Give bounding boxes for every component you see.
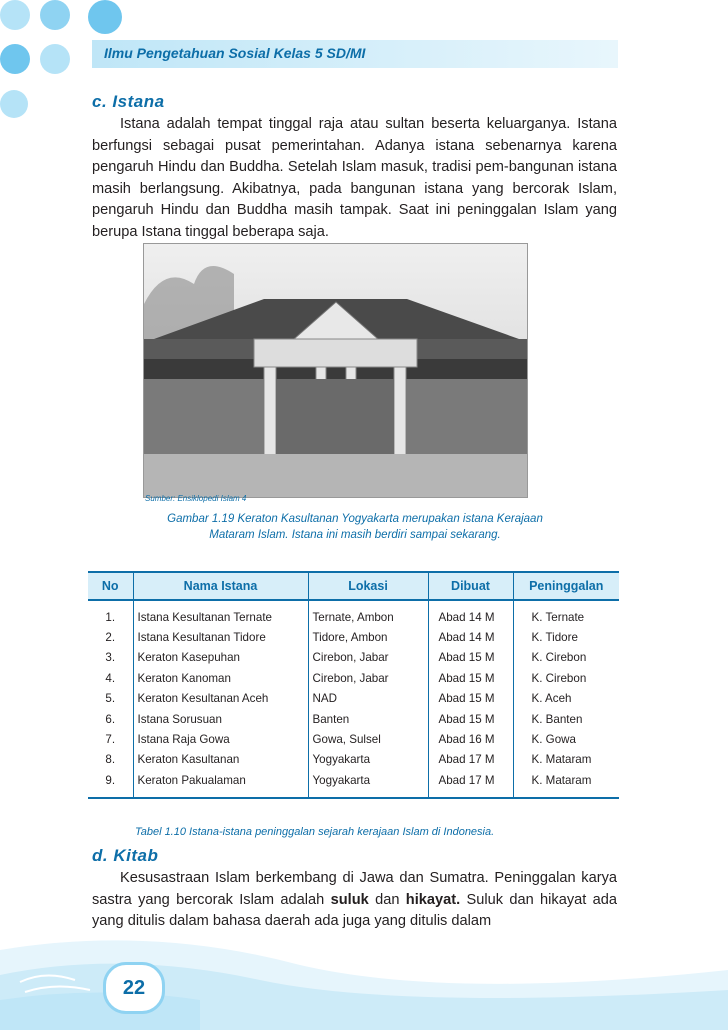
decor-dot (40, 44, 70, 74)
table-row (88, 709, 619, 729)
cell-lokasi: Cirebon, Jabar (308, 648, 428, 668)
cell-peninggalan: K. Gowa (513, 729, 619, 749)
section-d-paragraph (92, 868, 617, 933)
figure-caption (140, 511, 570, 543)
cell-dibuat: Abad 14 M (428, 600, 513, 627)
section-c-text: Istana adalah tempat tinggal raja atau sultan beserta keluarganya. Istana berfungsi sebagai pusat pemerintahan. Adanya istana sebenarnya karena pengaruh Hindu dan Buddha. Setelah Islam masuk, tradisi pem-bangunan istana masih berlangsung. Akibatnya, pada bangunan istana yang bercorak Islam, pengaruh Hindu dan Buddha masih tampak. Saat ini peninggalan Islam yang berupa Istana tinggal beberapa saja. (92, 116, 617, 240)
cell-nama-istana: Keraton Kasultanan (133, 750, 308, 770)
section-d-title: d. Kitab (92, 846, 159, 865)
cell-nama-istana: Keraton Kanoman (133, 668, 308, 688)
table-header-row (88, 572, 619, 600)
keraton-illustration (144, 244, 527, 497)
keraton-photo (143, 243, 528, 498)
page-number: 22 (103, 962, 165, 1014)
cell-peninggalan: K. Aceh (513, 689, 619, 709)
cell-no: 4. (105, 671, 116, 685)
table-row (88, 729, 619, 749)
section-c-title: c. Istana (92, 92, 165, 111)
section-d-text-3: Suluk dan hikayat ada yang ditulis dalam bahasa daerah ada juga yang ditulis dalam (92, 891, 617, 929)
cell-lokasi: Tidore, Ambon (308, 627, 428, 647)
cell-lokasi: NAD (308, 689, 428, 709)
cell-no: 2. (105, 631, 116, 645)
decor-dot (0, 44, 30, 74)
cell-lokasi: Ternate, Ambon (308, 600, 428, 627)
cell-nama-istana: Keraton Kasepuhan (133, 648, 308, 668)
table-row (88, 668, 619, 688)
header-title: Ilmu Pengetahuan Sosial Kelas 5 SD/MI (104, 45, 366, 61)
header-no: No (88, 572, 133, 600)
table-row (88, 689, 619, 709)
decor-dot (0, 0, 30, 30)
figure-caption-line2: Mataram Islam. Istana ini masih berdiri sampai sekarang. (209, 529, 501, 541)
cell-peninggalan: K. Mataram (513, 770, 619, 797)
cell-no: 9. (88, 770, 133, 797)
cell-lokasi: Banten (308, 709, 428, 729)
term-hikayat: hikayat. (405, 891, 461, 908)
cell-dibuat: Abad 17 M (428, 770, 513, 797)
decor-dot (40, 0, 70, 30)
cell-no: 5. (105, 692, 116, 706)
cell-nama-istana: Keraton Kesultanan Aceh (133, 689, 308, 709)
cell-dibuat: Abad 14 M (428, 627, 513, 647)
figure-caption-line1: Gambar 1.19 Keraton Kasultanan Yogyakarta merupakan istana Kerajaan (167, 513, 543, 525)
cell-no: 7. (105, 733, 116, 747)
header-lokasi: Lokasi (308, 572, 428, 600)
cell-lokasi: Yogyakarta (308, 770, 428, 797)
section-d-text-2: dan (368, 891, 406, 908)
cell-dibuat: Abad 15 M (428, 689, 513, 709)
cell-peninggalan: K. Mataram (513, 750, 619, 770)
term-suluk: suluk (330, 891, 369, 908)
table-row (88, 750, 619, 770)
cell-nama-istana: Istana Kesultanan Ternate (133, 600, 308, 627)
cell-no: 3. (105, 651, 116, 665)
istana-table (88, 571, 619, 799)
cell-no: 6. (105, 712, 116, 726)
table-row (88, 648, 619, 668)
decor-dot (88, 0, 122, 34)
cell-nama-istana: Istana Kesultanan Tidore (133, 627, 308, 647)
cell-dibuat: Abad 15 M (428, 648, 513, 668)
header-peninggalan: Peninggalan (513, 572, 619, 600)
table-row (88, 600, 619, 627)
cell-nama-istana: Istana Raja Gowa (133, 729, 308, 749)
cell-dibuat: Abad 16 M (428, 729, 513, 749)
cell-lokasi: Gowa, Sulsel (308, 729, 428, 749)
cell-no: 8. (105, 753, 116, 767)
cell-dibuat: Abad 15 M (428, 709, 513, 729)
cell-dibuat: Abad 17 M (428, 750, 513, 770)
section-d-text (92, 868, 617, 933)
cell-peninggalan: K. Cirebon (513, 668, 619, 688)
table-caption: Tabel 1.10 Istana-istana peninggalan sejarah kerajaan Islam di Indonesia. (135, 826, 495, 838)
photo-source: Sumber: Ensiklopedi Islam 4 (145, 494, 247, 503)
section-c-paragraph (92, 114, 617, 243)
header-nama-istana: Nama Istana (133, 572, 308, 600)
cell-no: 1. (105, 610, 116, 624)
decor-dot (0, 90, 28, 118)
section-d-text-1: Kesusastraan Islam berkembang di Jawa dan Sumatra. Peninggalan karya sastra yang bercorak Islam adalah (92, 870, 617, 908)
cell-lokasi: Yogyakarta (308, 750, 428, 770)
cell-peninggalan: K. Banten (513, 709, 619, 729)
table-row (88, 627, 619, 647)
cell-nama-istana: Istana Sorusuan (133, 709, 308, 729)
cell-peninggalan: K. Cirebon (513, 648, 619, 668)
header-dibuat: Dibuat (428, 572, 513, 600)
table-row (88, 770, 619, 797)
cell-peninggalan: K. Ternate (513, 600, 619, 627)
cell-lokasi: Cirebon, Jabar (308, 668, 428, 688)
cell-peninggalan: K. Tidore (513, 627, 619, 647)
cell-dibuat: Abad 15 M (428, 668, 513, 688)
cell-nama-istana: Keraton Pakualaman (133, 770, 308, 797)
